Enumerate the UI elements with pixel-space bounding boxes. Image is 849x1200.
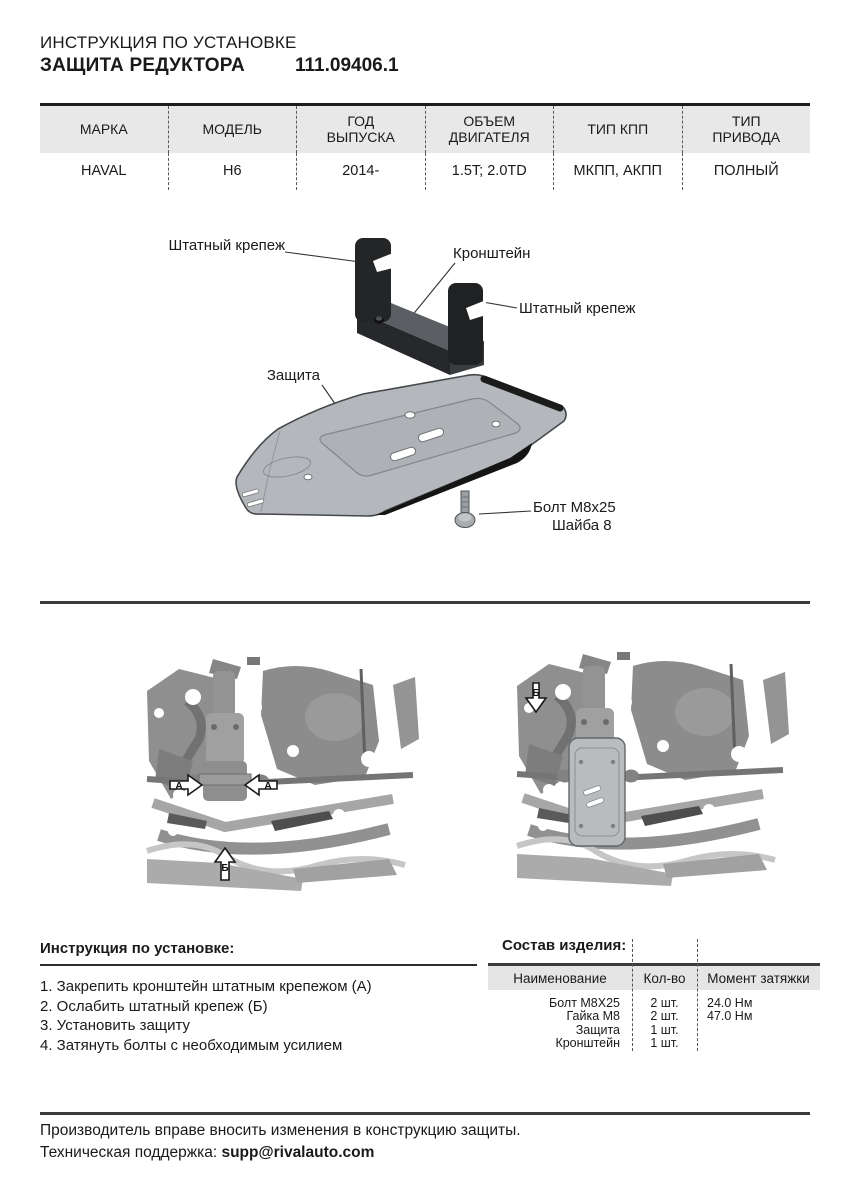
- spec-value-row: [40, 153, 810, 190]
- photo-after-install: [513, 650, 790, 888]
- installation-instructions: [40, 940, 477, 1055]
- instruction-steps: [40, 977, 477, 1055]
- section-divider: [40, 601, 810, 604]
- parts-header-torque: Момент затяжки: [707, 970, 810, 986]
- parts-composition-table: [488, 937, 820, 1055]
- parts-header-row: [488, 966, 820, 990]
- part-row: [488, 1037, 820, 1051]
- svg-text:Б: Б: [221, 863, 229, 874]
- part-qty: 1 шт.: [650, 1022, 679, 1037]
- part-name: Гайка M8: [566, 1009, 620, 1024]
- parts-title: Состав изделия:: [502, 937, 627, 954]
- spec-value-engine: 1.5T; 2.0TD: [426, 153, 555, 190]
- part-row: [488, 996, 820, 1010]
- vehicle-spec-table: [40, 103, 810, 190]
- spec-header-year: ГОД ВЫПУСКА: [297, 106, 426, 153]
- label-stock-fastener-right: Штатный крепеж: [519, 300, 636, 317]
- spec-header-gearbox: ТИП КПП: [554, 106, 683, 153]
- part-row: [488, 1023, 820, 1037]
- part-torque: 24.0 Нм: [707, 995, 753, 1010]
- spec-value-model: H6: [169, 153, 298, 190]
- svg-text:А: А: [175, 780, 183, 792]
- instruction-step: 3. Установить защиту: [40, 1017, 191, 1034]
- doc-subtitle: ИНСТРУКЦИЯ ПО УСТАНОВКЕ: [40, 33, 297, 52]
- label-bracket: Кронштейн: [453, 245, 531, 262]
- footer-divider: [40, 1112, 810, 1115]
- bracket-mount-area: [199, 774, 251, 785]
- part-name: Болт M8X25: [549, 995, 620, 1010]
- spec-value-gearbox: МКПП, АКПП: [554, 153, 683, 190]
- svg-text:Б: Б: [532, 688, 540, 699]
- part-qty: 1 шт.: [650, 1036, 679, 1051]
- parts-header-name: Наименование: [513, 970, 607, 986]
- spec-value-year: 2014-: [297, 153, 426, 190]
- part-qty: 2 шт.: [650, 995, 679, 1010]
- support-email: supp@rivalauto.com: [221, 1144, 375, 1161]
- part-name: Защита: [575, 1022, 620, 1037]
- support-label: Техническая поддержка:: [40, 1144, 218, 1161]
- photo-before-install: [143, 655, 420, 893]
- spec-value-drive: ПОЛНЫЙ: [713, 162, 779, 179]
- doc-title: ЗАЩИТА РЕДУКТОРА: [40, 55, 245, 76]
- instructions-title: Инструкция по установке:: [40, 940, 477, 966]
- instruction-step: 4. Затянуть болты с необходимым усилием: [40, 1036, 343, 1054]
- guard-plate-drawing: [236, 375, 566, 516]
- spec-value-marka: HAVAL: [40, 153, 169, 190]
- label-stock-fastener-left: Штатный крепеж: [168, 237, 285, 254]
- svg-text:А: А: [264, 780, 272, 792]
- footer-support: [40, 1144, 374, 1162]
- label-guard: Защита: [266, 367, 320, 384]
- instruction-step: 2. Ослабить штатный крепеж (Б): [40, 997, 268, 1015]
- part-row: [488, 1010, 820, 1024]
- parts-diagram: [80, 225, 780, 545]
- bolt-drawing: [455, 491, 475, 528]
- spec-header-row: [40, 106, 810, 153]
- parts-header-qty: Кол-во: [643, 970, 686, 986]
- spec-header-marka: МАРКА: [40, 106, 169, 153]
- part-number: 111.09406.1: [295, 55, 399, 76]
- part-torque: 47.0 Нм: [707, 1009, 753, 1024]
- installed-guard-plate: [569, 738, 625, 846]
- spec-header-drive: ТИП ПРИВОДА: [712, 113, 781, 145]
- part-name: Кронштейн: [555, 1036, 620, 1051]
- label-bolt: Болт M8x25: [533, 499, 616, 516]
- spec-header-engine: ОБЪЕМ ДВИГАТЕЛЯ: [426, 106, 555, 153]
- part-qty: 2 шт.: [650, 1009, 679, 1024]
- instruction-step: 1. Закрепить кронштейн штатным крепежом (А): [40, 978, 372, 995]
- label-washer: Шайба 8: [552, 517, 612, 534]
- spec-header-model: МОДЕЛЬ: [169, 106, 298, 153]
- footer-note: Производитель вправе вносить изменения в конструкцию защиты.: [40, 1122, 521, 1139]
- parts-rows: [488, 996, 820, 1050]
